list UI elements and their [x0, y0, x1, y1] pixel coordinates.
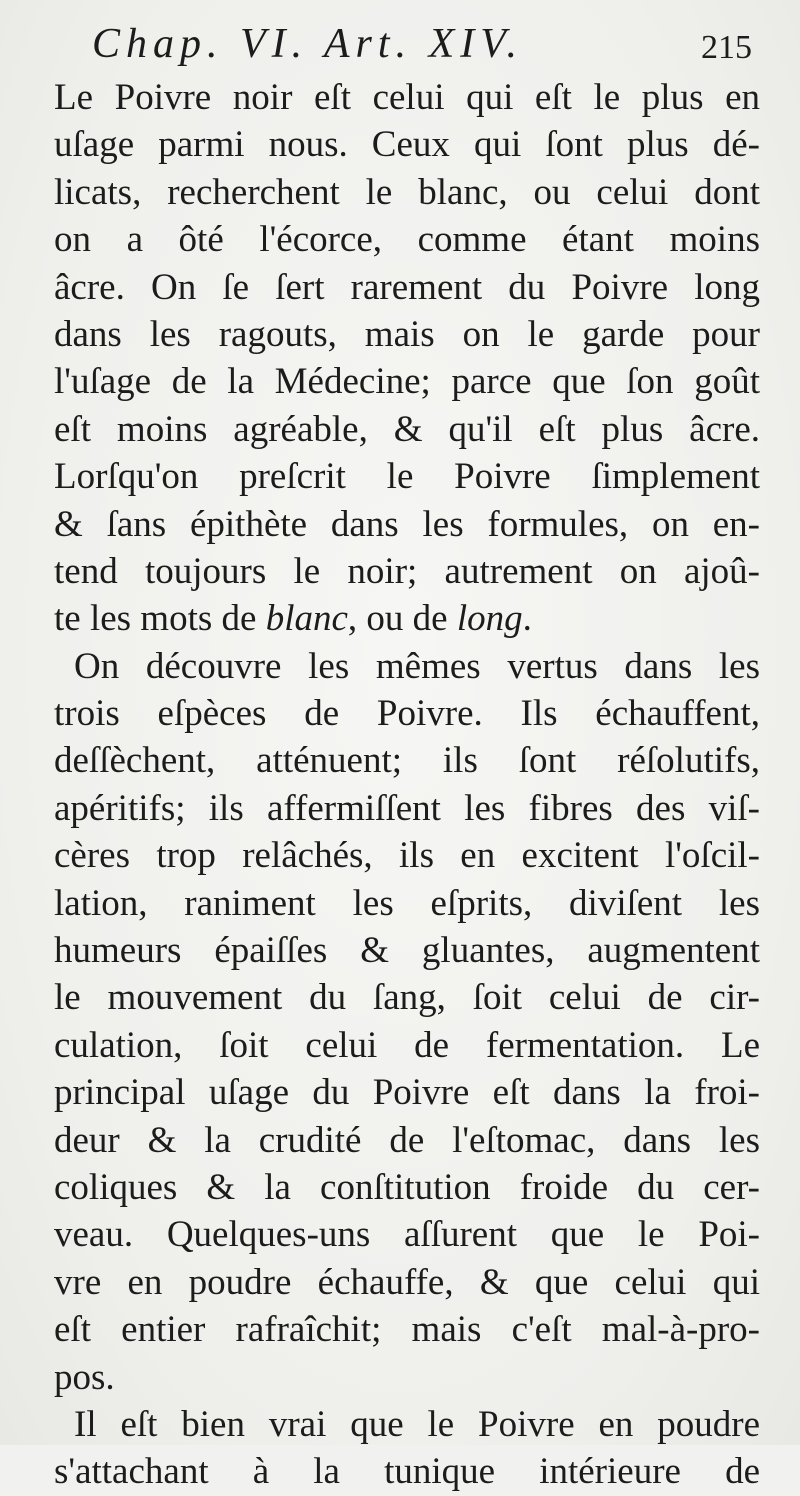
- page-number: 215: [701, 29, 752, 66]
- text-line: te les mots de blanc, ou de long.: [54, 598, 532, 640]
- text-line: le mouvement du ſang, ſoit celui de cir-: [54, 977, 760, 1019]
- text-line: tend toujours le noir; autrement on ajoû-: [54, 550, 760, 592]
- text-line: l'uſage de la Médecine; parce que ſon goût: [54, 361, 760, 403]
- text-line: Il eſt bien vrai que le Poivre en poudre: [74, 1403, 760, 1445]
- text-line: principal uſage du Poivre eſt dans la froi-: [54, 1072, 760, 1114]
- text-line: veau. Quelques-uns aſſurent que le Poi-: [54, 1214, 760, 1256]
- text-line: coliques & la conſtitution froide du cer-: [54, 1166, 760, 1208]
- text-line: on a ôté l'écorce, comme étant moins: [54, 219, 760, 261]
- running-head: Chap. VI. Art. XIV.: [92, 21, 523, 67]
- text-line: deſſèchent, atténuent; ils ſont réſolutifs,: [54, 740, 760, 782]
- text-line: humeurs épaiſſes & gluantes, augmentent: [54, 930, 760, 972]
- text-line: Lorſqu'on preſcrit le Poivre ſimplement: [54, 456, 760, 498]
- text-line: & ſans épithète dans les formules, on en-: [54, 503, 760, 545]
- text-line: lation, raniment les eſprits, diviſent les: [54, 882, 760, 924]
- text-line: cères trop relâchés, ils en excitent l'oſcil-: [54, 835, 760, 877]
- text-line: On découvre les mêmes vertus dans les: [74, 645, 760, 687]
- text-line: âcre. On ſe ſert rarement du Poivre long: [54, 266, 760, 308]
- text-line: trois eſpèces de Poivre. Ils échauffent,: [54, 693, 760, 735]
- text-line: eſt entier rafraîchit; mais c'eſt mal-à-pro-: [54, 1309, 760, 1351]
- text-line: vre en poudre échauffe, & que celui qui: [54, 1261, 760, 1303]
- text-line: licats, recherchent le blanc, ou celui dont: [54, 171, 760, 213]
- text-line: pos.: [54, 1356, 115, 1398]
- text-line: uſage parmi nous. Ceux qui ſont plus dé-: [54, 124, 760, 166]
- text-line: Le Poivre noir eſt celui qui eſt le plus en: [54, 77, 760, 118]
- text-line: culation, ſoit celui de fermentation. Le: [54, 1024, 760, 1066]
- text-line: dans les ragouts, mais on le garde pour: [54, 313, 760, 355]
- text-line: deur & la crudité de l'eſtomac, dans les: [54, 1119, 760, 1161]
- page-header: [92, 18, 752, 70]
- body-text: [54, 74, 760, 1496]
- text-line: eſt moins agréable, & qu'il eſt plus âcre.: [54, 408, 760, 450]
- text-line: s'attachant à la tunique intérieure de: [54, 1451, 760, 1493]
- text-line: apéritifs; ils affermiſſent les fibres des viſ-: [54, 787, 760, 829]
